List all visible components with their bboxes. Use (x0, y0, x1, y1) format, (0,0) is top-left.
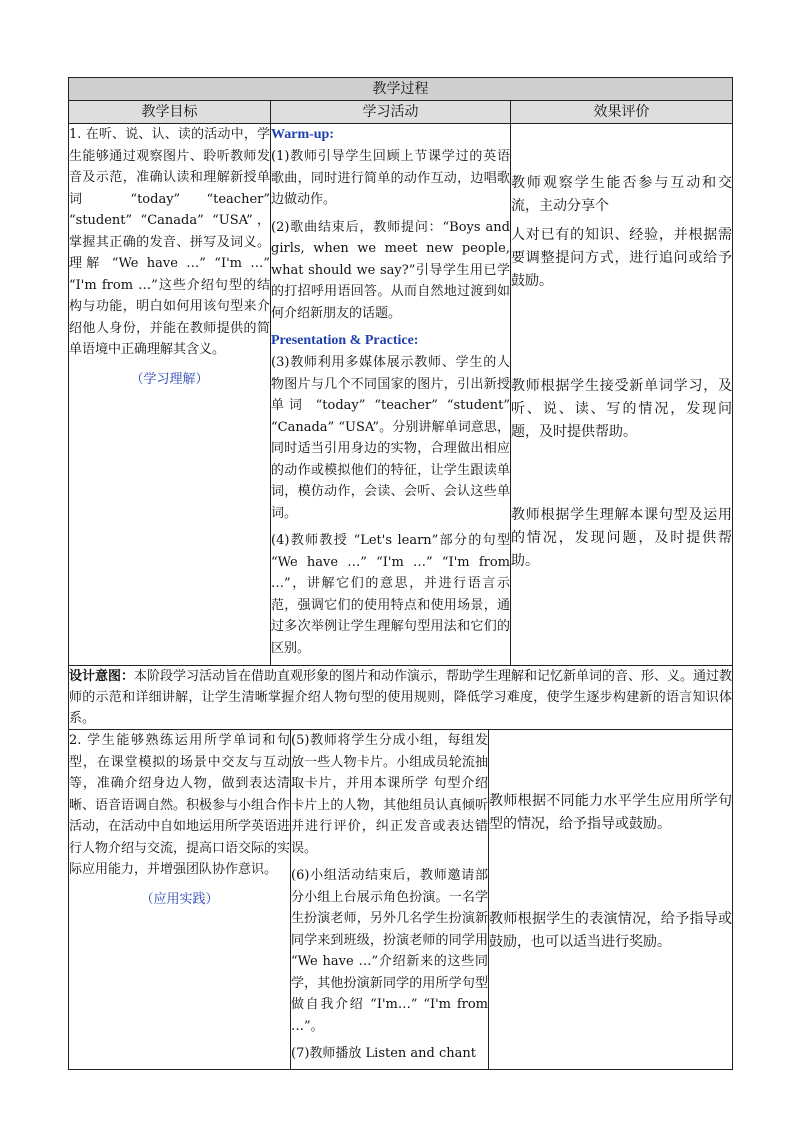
warmup-heading: Warm-up: (271, 127, 334, 142)
goal-cell-1 (69, 124, 271, 666)
goal-tag-1: （学习理解） (130, 371, 209, 387)
activity-cell-2 (291, 730, 489, 1070)
evaluation-cell-1 (511, 124, 733, 666)
activity-3: (3)教师利用多媒体展示教师、学生的人物图片与几个不同国家的图片，引出新授单词 “today” “teacher” “student” “Canada” “USA”。分别讲解单词意思，同时适当引用身边的实物，合理做出相应的动作或模拟他们的特征，让学生跟读单词，模仿动作，会读、会听、会认这些单词。 (271, 355, 510, 521)
evaluation-1a: 教师观察学生能否参与互动和交流，主动分享个 (511, 175, 733, 214)
header-goal: 教学目标 (69, 101, 271, 124)
activity-5: (5)教师将学生分成小组，每组发放一些人物卡片。小组成员轮流抽取卡片，并用本课所学 句型介绍卡片上的人物，其他组员认真倾听并进行评价，纠正发音或表达错误。 (291, 733, 488, 856)
activity-4: (4)教师教授 “Let's learn”部分的句型 “We have …” “I'm …” “I'm from …”，讲解它们的意思，并进行语言示范，强调它们的使用特点和使用场景，通过多次举例让学生理解句型用法和它们的区别。 (271, 533, 510, 656)
activity-2: (2)歌曲结束后，教师提问：“Boys and girls, when we meet new people, what should we say?”引导学生用已学的打招呼用语回答。从而自然地过渡到如何介绍新朋友的话题。 (271, 219, 510, 321)
design-intent (69, 666, 733, 730)
goal-tag-2: （应用实践） (140, 891, 219, 907)
activity-7: (7)教师播放 Listen and chant (291, 1046, 477, 1061)
design-text: 本阶段学习活动旨在借助直观形象的图片和动作演示，帮助学生理解和记忆新单词的音、形、义。通过教师的示范和详细讲解，让学生清晰掌握介绍人物句型的使用规则，降低学习难度，使学生逐步构建新的语言知识体系。 (69, 669, 733, 726)
goal-text-2: 2. 学生能够熟练运用所学单词和句型，在课堂模拟的场景中交友与互动等，准确介绍身边人物，做到表达清晰、语音语调自然。积极参与小组合作活动，在活动中自如地运用所学英语进行人物介绍与交流，提高口语交际的实际应用能力，并增强团队协作意识。 (69, 733, 291, 877)
goal-text-1: 1. 在听、说、认、读的活动中，学生能够通过观察图片、聆听教师发音及示范，准确认读和理解新授单词 “today” “teacher” “student” “Canada” “USA”，掌握其正确的发音、拼写及词义。理解 “We have …” “I'm …” “I'm from …”这些介绍句型的结构与功能，明白如何用该句型来介绍他人身份，并能在教师提供的简单语境中正确理解其含义。 (69, 127, 270, 357)
evaluation-4: 教师根据不同能力水平学生应用所学句型的情况，给予指导或鼓励。 (489, 793, 733, 832)
presentation-heading: Presentation & Practice: (271, 333, 419, 348)
evaluation-1b: 人对已有的知识、经验，并根据需要调整提问方式，进行追问或给予鼓励。 (511, 227, 733, 289)
activity-1: (1)教师引导学生回顾上节课学过的英语歌曲，同时进行简单的动作互动，边唱歌边做动作。 (271, 149, 510, 207)
header-evaluation: 效果评价 (511, 101, 733, 124)
activity-cell-1 (271, 124, 511, 666)
evaluation-2: 教师根据学生接受新单词学习，及听、说、读、写的情况，发现问题，及时提供帮助。 (511, 378, 733, 440)
evaluation-3: 教师根据学生理解本课句型及运用的情况，发现问题，及时提供帮助。 (511, 507, 733, 569)
goal-cell-2 (69, 730, 291, 1070)
header-activity: 学习活动 (271, 101, 511, 124)
evaluation-5: 教师根据学生的表演情况，给予指导或鼓励，也可以适当进行奖励。 (489, 911, 733, 950)
activity-6: (6)小组活动结束后，教师邀请部分小组上台展示角色扮演。一名学生扮演老师，另外几名学生扮演新同学来到班级，扮演老师的同学用 “We have …”介绍新来的这些同学，其他扮演新同学的用所学句型做自我介绍 “I'm…” “I'm from …”。 (291, 868, 488, 1034)
teaching-process-table (68, 77, 733, 1070)
evaluation-cell-2 (489, 730, 733, 1070)
design-label: 设计意图： (69, 669, 135, 684)
table-title: 教学过程 (69, 78, 733, 101)
